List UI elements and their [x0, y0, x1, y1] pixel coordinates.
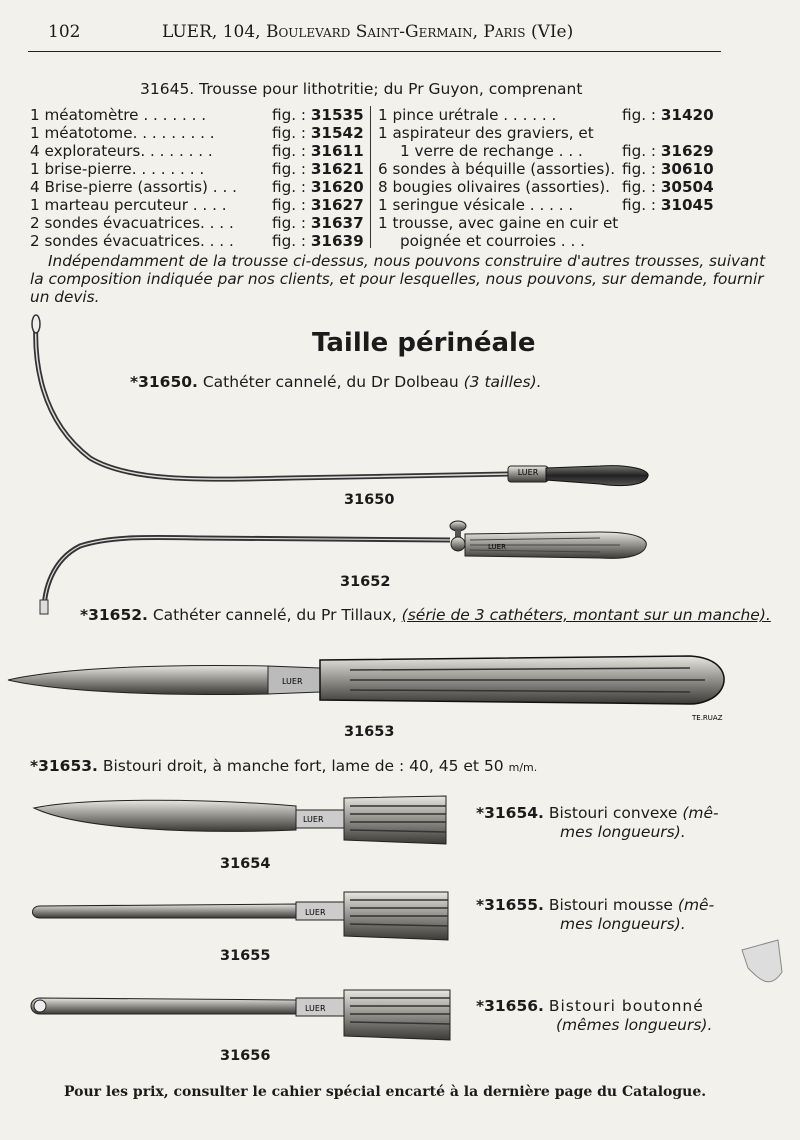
- luer-mark: LUER: [282, 677, 303, 686]
- header-arrondissement: (VIe): [530, 22, 574, 42]
- item-text: Bistouri mousse: [548, 896, 673, 914]
- list-item: 1 trousse, avec gaine en cuir et: [378, 214, 619, 232]
- list-item: 6 sondes à béquille (assorties).: [378, 160, 616, 178]
- item-31652-caption: [80, 606, 771, 624]
- figure-label: 31656: [220, 1048, 271, 1064]
- item-text: Bistouri convexe: [548, 804, 678, 822]
- page-number: 102: [48, 22, 81, 42]
- item-extra: (3 tailles).: [463, 373, 542, 391]
- item-unit: m/m.: [508, 761, 538, 774]
- item-31656-caption: [476, 997, 704, 1015]
- list-item: 1 marteau percuteur . . . .: [30, 196, 227, 214]
- item-text: Bistouri boutonné: [548, 997, 704, 1015]
- list-item: 1 méatomètre . . . . . . .: [30, 106, 207, 124]
- list-item: 1 seringue vésicale . . . . .: [378, 196, 574, 214]
- item-text: Cathéter cannelé, du Pr Tillaux,: [152, 606, 397, 624]
- item-31654-caption-line2: mes longueurs).: [560, 823, 686, 841]
- list-item: 4 explorateurs. . . . . . . .: [30, 142, 213, 160]
- item-code: *31652.: [80, 606, 148, 624]
- item-extra: (mê-: [682, 804, 719, 822]
- luer-mark: LUER: [305, 908, 326, 917]
- scalpel-31656-illustration: [31, 990, 450, 1040]
- list-item: 1 pince urétrale . . . . . .: [378, 106, 557, 124]
- luer-mark: LUER: [517, 468, 539, 477]
- list-item-fig: fig. : 31420: [622, 106, 714, 124]
- list-item-fig: fig. : 31637: [272, 214, 364, 232]
- list-item: 1 brise-pierre. . . . . . . .: [30, 160, 205, 178]
- scalpel-31653-illustration: [8, 656, 724, 722]
- torn-corner-mark: [742, 940, 782, 982]
- item-extra: (mê-: [677, 896, 715, 914]
- item-extra: (série de 3 cathéters, montant sur un manche).: [401, 606, 771, 624]
- item-31656-caption-line2: (mêmes longueurs).: [556, 1016, 713, 1034]
- item-text: Cathéter cannelé, du Dr Dolbeau: [202, 373, 459, 391]
- item-31655-caption: [476, 896, 714, 914]
- item-31654-caption: [476, 804, 719, 822]
- item-31655-caption-line2: mes longueurs).: [560, 915, 686, 933]
- list-item-fig: fig. : 30504: [622, 178, 714, 196]
- figure-label: 31655: [220, 948, 271, 964]
- item-code: *31654.: [476, 804, 544, 822]
- header-paris: Paris: [483, 22, 526, 42]
- header-boulevard: Boulevard: [265, 22, 351, 42]
- list-item-fig: fig. : 31542: [272, 124, 364, 142]
- header-luer: LUER, 104,: [162, 22, 261, 42]
- list-item-fig: fig. : 30610: [622, 160, 714, 178]
- catheter-31650-illustration: [32, 315, 648, 486]
- list-item: 8 bougies olivaires (assorties).: [378, 178, 611, 196]
- luer-mark: LUER: [305, 1004, 326, 1013]
- item-code: *31656.: [476, 997, 544, 1015]
- list-item-fig: fig. : 31639: [272, 232, 364, 250]
- scalpel-31654-illustration: [34, 796, 446, 844]
- scalpel-31655-illustration: [33, 892, 449, 940]
- trousse-note-line: un devis.: [30, 288, 100, 306]
- trousse-note-line: Indépendamment de la trousse ci-dessus, nous pouvons construire d'autres trousses, suivant: [48, 252, 766, 270]
- item-text: Bistouri droit, à manche fort, lame de : 40, 45 et 50: [102, 757, 504, 775]
- section-title: Taille périnéale: [312, 328, 536, 358]
- list-item: 2 sondes évacuatrices. . . .: [30, 232, 234, 250]
- engraver-signature: TE.RUAZ: [692, 714, 723, 722]
- list-item-fig: fig. : 31535: [272, 106, 364, 124]
- item-31653-caption: [30, 757, 537, 775]
- list-item-fig: fig. : 31629: [622, 142, 714, 160]
- list-item-fig: fig. : 31611: [272, 142, 364, 160]
- list-item-fig: fig. : 31627: [272, 196, 364, 214]
- figure-label: 31650: [344, 492, 395, 508]
- header-saint-germain: Saint-Germain,: [355, 22, 479, 42]
- list-item-fig: fig. : 31620: [272, 178, 364, 196]
- list-item-fig: fig. : 31621: [272, 160, 364, 178]
- figure-label: 31653: [344, 724, 395, 740]
- trousse-title: 31645. Trousse pour lithotritie; du Pr Guyon, comprenant: [140, 80, 583, 98]
- luer-mark: LUER: [488, 543, 506, 551]
- list-item: poignée et courroies . . .: [400, 232, 585, 250]
- item-code: *31650.: [130, 373, 198, 391]
- list-item: 1 aspirateur des graviers, et: [378, 124, 594, 142]
- list-item: 4 Brise-pierre (assortis) . . .: [30, 178, 237, 196]
- list-item: 1 verre de rechange . . .: [400, 142, 583, 160]
- figure-label: 31652: [340, 574, 391, 590]
- price-footer-note: Pour les prix, consulter le cahier spécial encarté à la dernière page du Catalogue.: [64, 1084, 707, 1100]
- catheter-31652-illustration: [40, 521, 646, 614]
- list-item: 2 sondes évacuatrices. . . .: [30, 214, 234, 232]
- item-code: *31655.: [476, 896, 544, 914]
- list-item: 1 méatotome. . . . . . . . .: [30, 124, 215, 142]
- luer-mark: LUER: [303, 815, 324, 824]
- figure-label: 31654: [220, 856, 271, 872]
- list-item-fig: fig. : 31045: [622, 196, 714, 214]
- item-code: *31653.: [30, 757, 98, 775]
- trousse-note-line: la composition indiquée par nos clients, et pour lesquelles, nous pouvons, sur demande, fournir: [30, 270, 764, 288]
